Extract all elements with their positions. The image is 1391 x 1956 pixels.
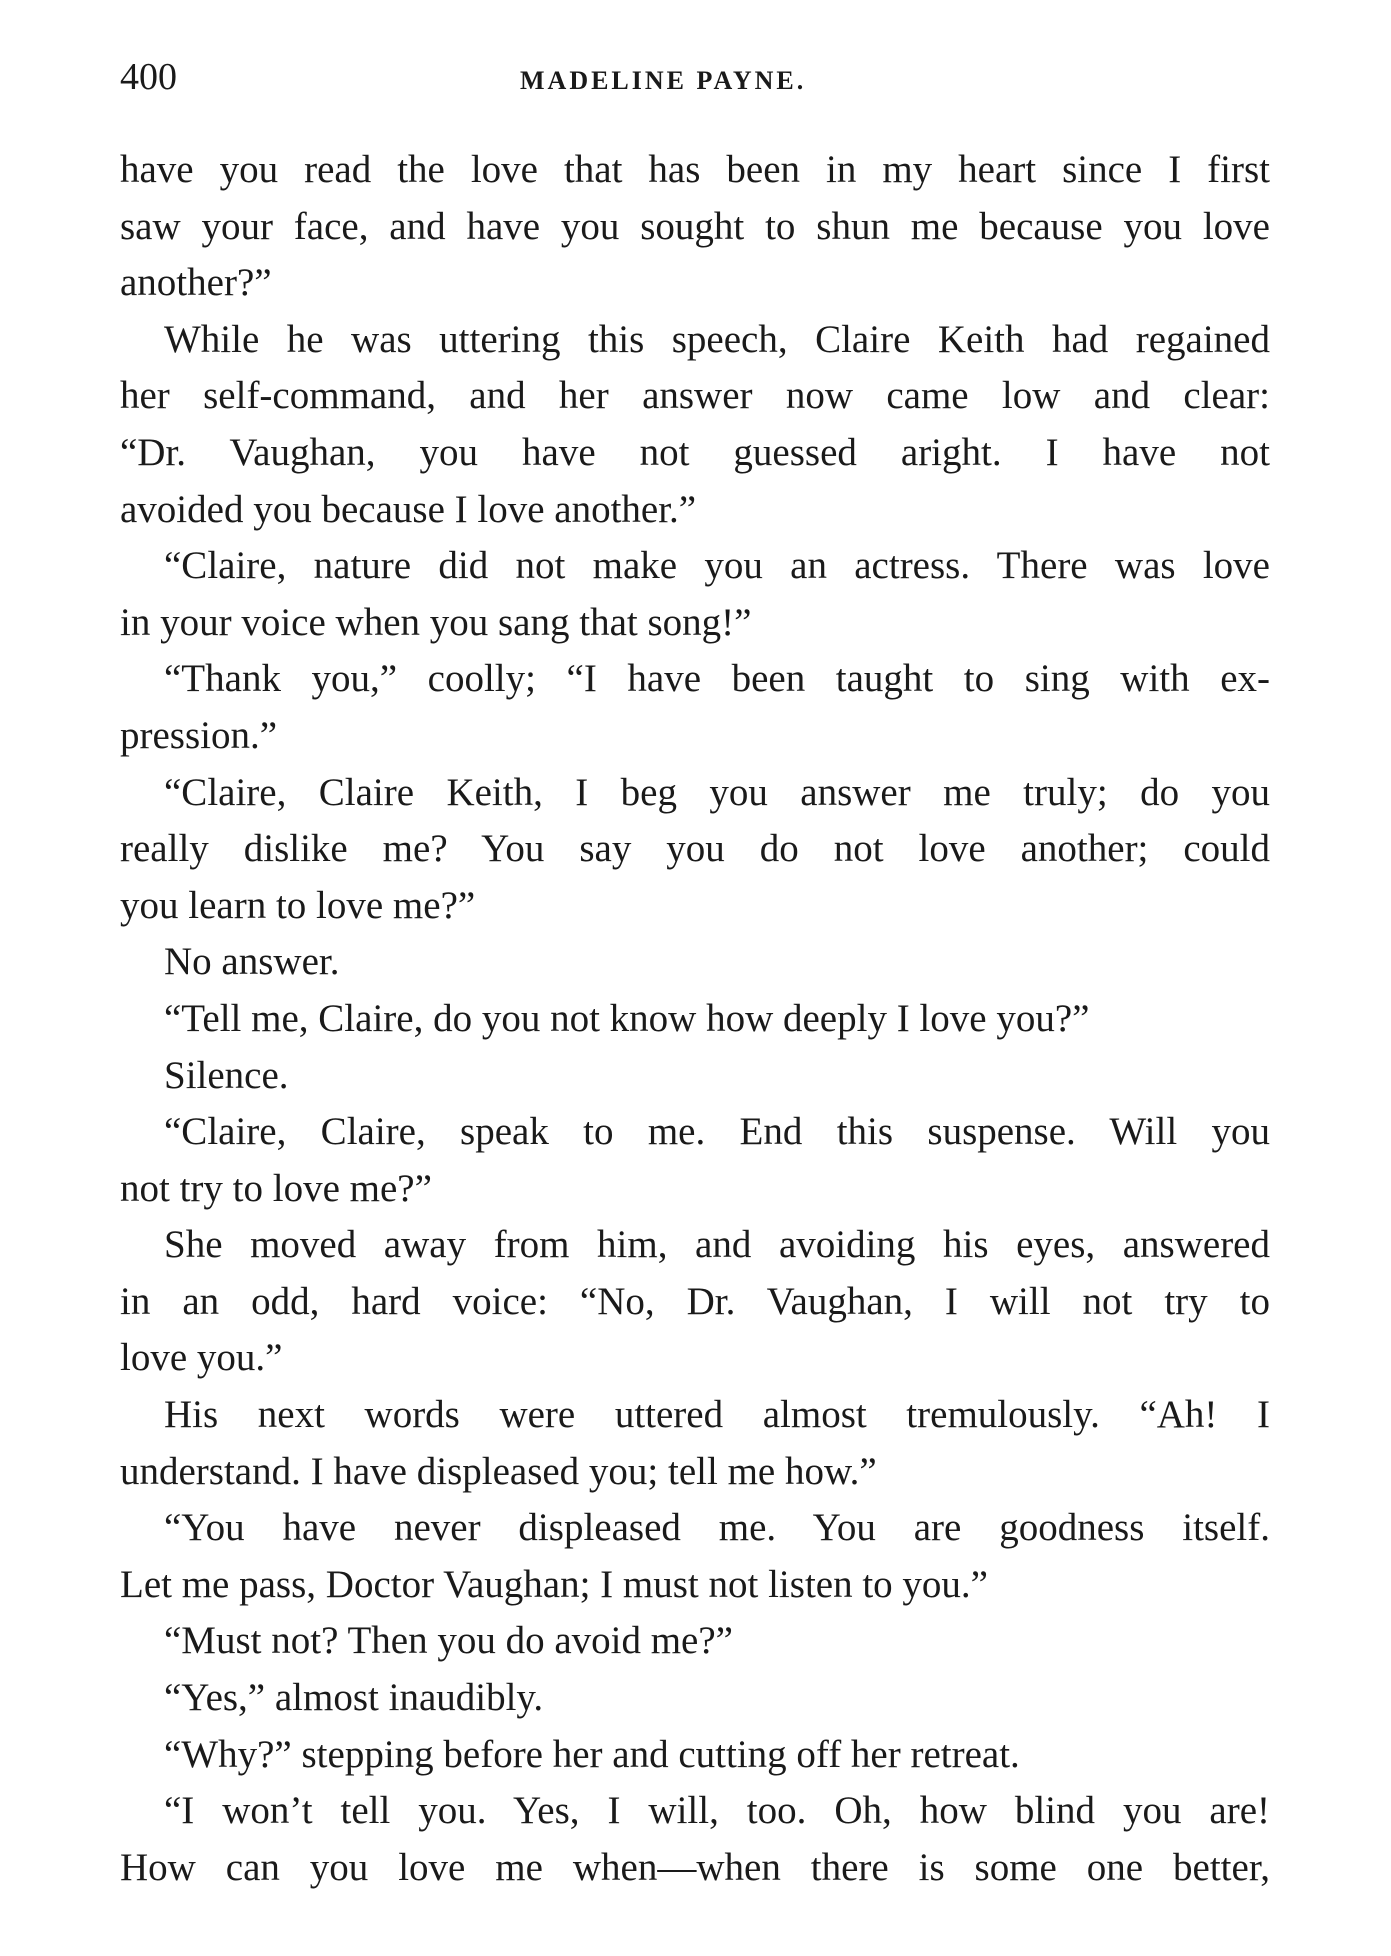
- text-line: “Tell me, Claire, do you not know how deeply I love you?”: [164, 996, 1090, 1040]
- text-line: Silence.: [164, 1053, 289, 1097]
- text-line: pression.”: [120, 713, 278, 757]
- text-line: “Thank you,” coolly; “I have been taught to sing with ex-: [164, 657, 1270, 701]
- text-line: have you read the love that has been in my heart since I first: [120, 148, 1270, 191]
- text-line: “Why?” stepping before her and cutting off her retreat.: [164, 1732, 1020, 1776]
- text-line: avoided you because I love another.”: [120, 487, 697, 531]
- text-line: “Must not? Then you do avoid me?”: [164, 1619, 733, 1663]
- text-line: Let me pass, Doctor Vaughan; I must not listen to you.”: [120, 1562, 988, 1606]
- text-line: While he was uttering this speech, Claire Keith had regained: [164, 317, 1270, 361]
- text-line: another?”: [120, 261, 272, 305]
- text-line: How can you love me when—when there is some one better,: [120, 1845, 1270, 1889]
- text-line: really dislike me? You say you do not love another; could: [120, 827, 1270, 871]
- text-line: “Yes,” almost inaudibly.: [164, 1676, 544, 1720]
- text-line: in your voice when you sang that song!”: [120, 600, 752, 644]
- text-line: She moved away from him, and avoiding his eyes, answered: [164, 1223, 1270, 1267]
- text-line: understand. I have displeased you; tell me how.”: [120, 1449, 877, 1493]
- running-title: MADELINE PAYNE.: [520, 66, 807, 95]
- text-line: “Claire, Claire Keith, I beg you answer me truly; do you: [164, 770, 1270, 814]
- text-line: “I won’t tell you. Yes, I will, too. Oh, how blind you are!: [164, 1789, 1270, 1833]
- text-line: love you.”: [120, 1336, 283, 1380]
- text-line: saw your face, and have you sought to shun me because you love: [120, 204, 1270, 248]
- text-line: you learn to love me?”: [120, 883, 476, 927]
- text-line: No answer.: [164, 940, 340, 984]
- text-line: her self-command, and her answer now came low and clear:: [120, 374, 1270, 418]
- text-line: “Claire, nature did not make you an actress. There was love: [164, 544, 1270, 588]
- text-line: “Dr. Vaughan, you have not guessed aright. I have not: [120, 430, 1270, 474]
- page-header: [120, 52, 1270, 102]
- text-line: in an odd, hard voice: “No, Dr. Vaughan, I will not try to: [120, 1279, 1270, 1323]
- text-line: His next words were uttered almost tremulously. “Ah! I: [164, 1393, 1270, 1437]
- text-line: “You have never displeased me. You are goodness itself.: [164, 1506, 1270, 1550]
- text-line: not try to love me?”: [120, 1166, 432, 1210]
- text-line: “Claire, Claire, speak to me. End this suspense. Will you: [164, 1110, 1270, 1154]
- body-text: [120, 142, 1270, 1896]
- page-number: 400: [120, 56, 177, 98]
